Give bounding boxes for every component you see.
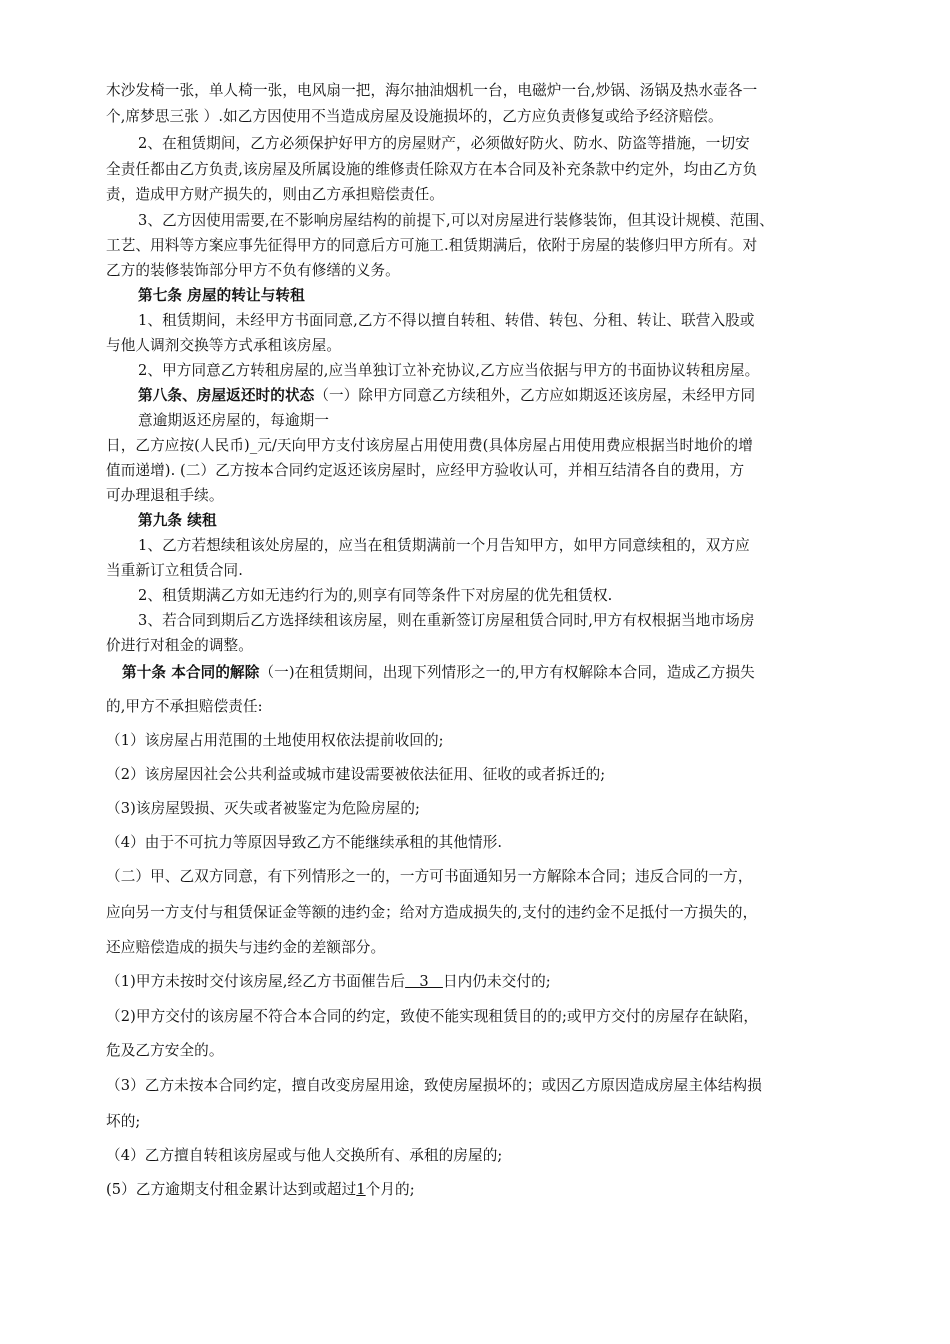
text-line: 2、租赁期满乙方如无违约行为的,则享有同等条件下对房屋的优先租赁权. — [138, 587, 613, 604]
text-line: 2、甲方同意乙方转租房屋的,应当单独订立补充协议,乙方应当依据与甲方的书面协议转租房屋。 — [138, 362, 760, 379]
section-body: （一）除甲方同意乙方续租外，乙方应如期返还该房屋，未经甲方同 — [314, 387, 756, 404]
list-item: （1）该房屋占用范围的土地使用权依法提前收回的; — [106, 732, 444, 749]
list-item: （3)该房屋毁损、灭失或者被鉴定为危险房屋的; — [106, 800, 421, 817]
text-line: 意逾期返还房屋的，每逾期一 — [138, 412, 330, 429]
text-line: 个,席梦思三张 ）.如乙方因使用不当造成房屋及设施损坏的，乙方应负责修复或给予经济赔偿。 — [106, 108, 723, 125]
list-item: （4）由于不可抗力等原因导致乙方不能继续承租的其他情形. — [106, 834, 503, 851]
text-line — [138, 386, 755, 406]
text-line: 2、在租赁期间，乙方必须保护好甲方的房屋财产，必须做好防火、防水、防盗等措施，一切安 — [138, 135, 750, 152]
list-item: （4）乙方擅自转租该房屋或与他人交换所有、承租的房屋的; — [106, 1147, 503, 1164]
list-item-text: （1)甲方未按时交付该房屋,经乙方书面催告后 — [106, 973, 406, 990]
section-heading: 第十条 本合同的解除 — [122, 664, 260, 681]
text-line: 责，造成甲方财产损失的，则由乙方承担赔偿责任。 — [106, 186, 444, 203]
text-line: （二）甲、乙双方同意，有下列情形之一的，一方可书面通知另一方解除本合同；违反合同的一方， — [106, 868, 753, 885]
underlined-value: 3 — [405, 973, 443, 990]
text-line: 1、乙方若想续租该处房屋的，应当在租赁期满前一个月告知甲方，如甲方同意续租的，双方应 — [138, 537, 750, 554]
list-item-text: (5）乙方逾期支付租金累计达到或超过 — [106, 1181, 357, 1198]
section-body: （一)在租赁期间，出现下列情形之一的,甲方有权解除本合同，造成乙方损失 — [259, 664, 755, 681]
text-line: 3、乙方因使用需要,在不影响房屋结构的前提下,可以对房屋进行装修装饰，但其设计规模、范围、 — [138, 212, 775, 229]
text-line: 价进行对租金的调整。 — [106, 637, 253, 654]
text-line: 1、租赁期间，未经甲方书面同意,乙方不得以擅自转租、转借、转包、分租、转让、联营入股或 — [138, 312, 755, 329]
text-line: 当重新订立租赁合同. — [106, 562, 243, 579]
text-line: 3、若合同到期后乙方选择续租该房屋，则在重新签订房屋租赁合同时,甲方有权根据当地市场房 — [138, 612, 755, 629]
list-item: （2)甲方交付的该房屋不符合本合同的约定，致使不能实现租赁目的的;或甲方交付的房屋存在缺陷， — [106, 1008, 759, 1025]
underlined-value: 1 — [356, 1181, 366, 1198]
text-line: 日，乙方应按(人民币)_元/天向甲方支付该房屋占用使用费(具体房屋占用使用费应根据当时地价的增 — [106, 437, 753, 454]
text-line: 木沙发椅一张，单人椅一张，电风扇一把，海尔抽油烟机一台，电磁炉一台,炒锅、汤锅及热水壶各一 — [106, 82, 758, 99]
text-line: 坏的; — [106, 1113, 141, 1130]
text-line: 工艺、用料等方案应事先征得甲方的同意后方可施工.租赁期满后，依附于房屋的装修归甲方所有。对 — [106, 237, 758, 254]
list-item-text: 日内仍未交付的; — [442, 973, 551, 990]
text-line: 全责任都由乙方负责,该房屋及所属设施的维修责任除双方在本合同及补充条款中约定外，均由乙方负 — [106, 161, 758, 178]
text-line: 可办理退租手续。 — [106, 487, 224, 504]
section-heading: 第九条 续租 — [138, 512, 217, 529]
list-item: （2）该房屋因社会公共利益或城市建设需要被依法征用、征收的或者拆迁的; — [106, 766, 606, 783]
text-line: 还应赔偿造成的损失与违约金的差额部分。 — [106, 939, 386, 956]
text-line: 的,甲方不承担赔偿责任: — [106, 698, 263, 715]
text-line: 与他人调剂交换等方式承租该房屋。 — [106, 337, 342, 354]
text-line: 乙方的装修装饰部分甲方不负有修缮的义务。 — [106, 262, 400, 279]
text-line — [122, 663, 755, 683]
list-item-text: 个月的; — [365, 1181, 415, 1198]
list-item: （3）乙方未按本合同约定，擅自改变房屋用途，致使房屋损坏的；或因乙方原因造成房屋主体结构损 — [106, 1077, 762, 1094]
text-line: 危及乙方安全的。 — [106, 1042, 224, 1059]
section-heading: 第七条 房屋的转让与转租 — [138, 287, 305, 304]
list-item — [106, 972, 551, 992]
text-line: 应向另一方支付与租赁保证金等额的违约金；给对方造成损失的,支付的违约金不足抵付一方损失的， — [106, 904, 758, 921]
text-line: 值而递增). (二）乙方按本合同约定返还该房屋时，应经甲方验收认可，并相互结清各自的费用，方 — [106, 462, 745, 479]
list-item — [106, 1180, 415, 1200]
section-heading: 第八条、房屋返还时的状态 — [138, 387, 315, 404]
